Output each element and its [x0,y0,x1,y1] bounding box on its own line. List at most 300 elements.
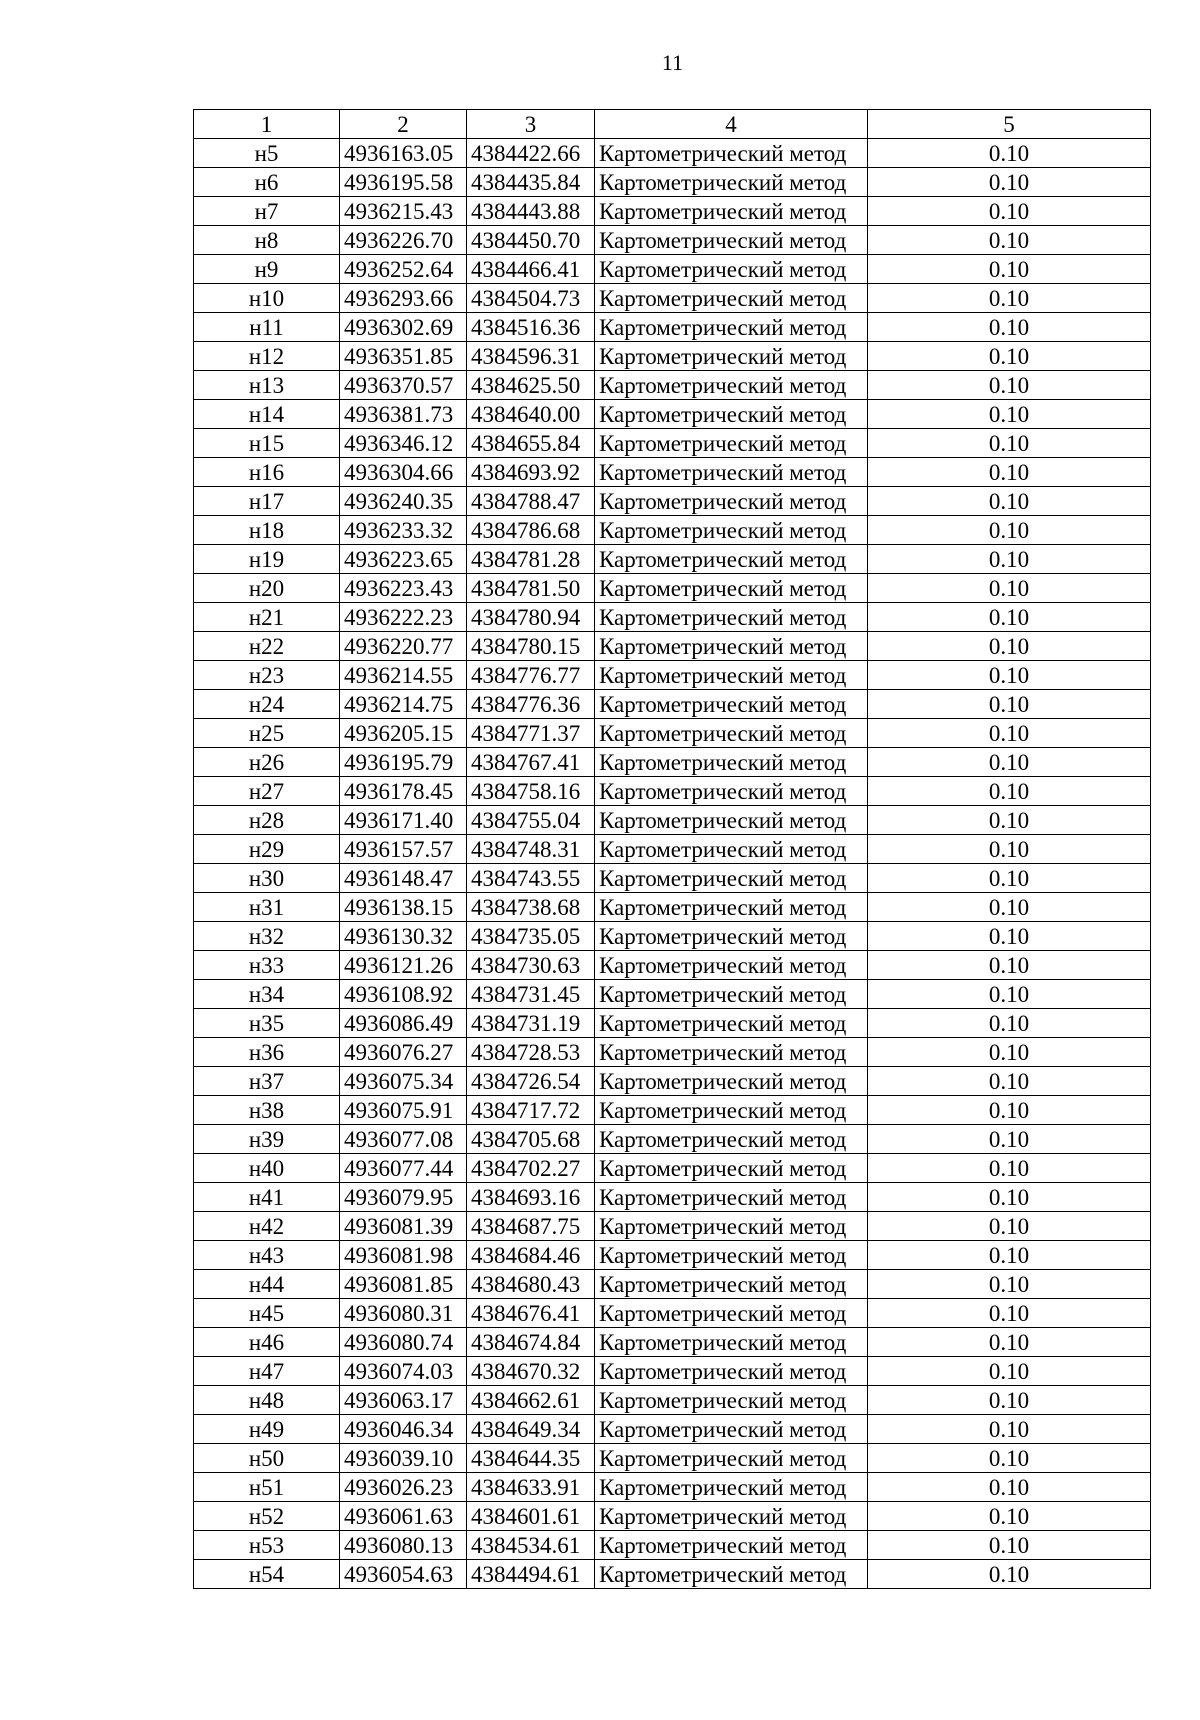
method-cell: Картометрический метод [595,197,868,226]
page-number: 11 [661,50,684,75]
method-cell: Картометрический метод [595,487,868,516]
x-coordinate-cell: 4936079.95 [340,1183,467,1212]
point-name-cell: н22 [194,632,340,661]
y-coordinate-cell: 4384644.35 [467,1444,595,1473]
point-name-cell: н33 [194,951,340,980]
method-cell: Картометрический метод [595,719,868,748]
accuracy-cell: 0.10 [868,864,1151,893]
x-coordinate-cell: 4936215.43 [340,197,467,226]
x-coordinate-cell: 4936046.34 [340,1415,467,1444]
table-row [194,1560,1151,1589]
method-cell: Картометрический метод [595,980,868,1009]
point-name-cell: н38 [194,1096,340,1125]
accuracy-cell: 0.10 [868,661,1151,690]
x-coordinate-cell: 4936252.64 [340,255,467,284]
x-coordinate-cell: 4936121.26 [340,951,467,980]
table-row [194,197,1151,226]
accuracy-cell: 0.10 [868,1357,1151,1386]
method-cell: Картометрический метод [595,1415,868,1444]
table-row [194,922,1151,951]
point-name-cell: н5 [194,139,340,168]
point-name-cell: н42 [194,1212,340,1241]
y-coordinate-cell: 4384680.43 [467,1270,595,1299]
header-col-2: 2 [340,110,467,139]
y-coordinate-cell: 4384702.27 [467,1154,595,1183]
point-name-cell: н28 [194,806,340,835]
table-row [194,777,1151,806]
accuracy-cell: 0.10 [868,1444,1151,1473]
method-cell: Картометрический метод [595,922,868,951]
x-coordinate-cell: 4936077.44 [340,1154,467,1183]
point-name-cell: н13 [194,371,340,400]
method-cell: Картометрический метод [595,1241,868,1270]
method-cell: Картометрический метод [595,632,868,661]
y-coordinate-cell: 4384422.66 [467,139,595,168]
point-name-cell: н39 [194,1125,340,1154]
method-cell: Картометрический метод [595,1357,868,1386]
table-row [194,371,1151,400]
x-coordinate-cell: 4936351.85 [340,342,467,371]
y-coordinate-cell: 4384781.28 [467,545,595,574]
header-col-3: 3 [467,110,595,139]
method-cell: Картометрический метод [595,1154,868,1183]
point-name-cell: н20 [194,574,340,603]
y-coordinate-cell: 4384633.91 [467,1473,595,1502]
y-coordinate-cell: 4384758.16 [467,777,595,806]
point-name-cell: н53 [194,1531,340,1560]
table-row [194,458,1151,487]
y-coordinate-cell: 4384717.72 [467,1096,595,1125]
point-name-cell: н51 [194,1473,340,1502]
table-row [194,1212,1151,1241]
y-coordinate-cell: 4384494.61 [467,1560,595,1589]
x-coordinate-cell: 4936214.55 [340,661,467,690]
method-cell: Картометрический метод [595,1386,868,1415]
y-coordinate-cell: 4384640.00 [467,400,595,429]
table-row [194,429,1151,458]
y-coordinate-cell: 4384735.05 [467,922,595,951]
point-name-cell: н14 [194,400,340,429]
method-cell: Картометрический метод [595,516,868,545]
y-coordinate-cell: 4384662.61 [467,1386,595,1415]
table-row [194,951,1151,980]
table-row [194,1038,1151,1067]
point-name-cell: н11 [194,313,340,342]
y-coordinate-cell: 4384730.63 [467,951,595,980]
table-row [194,661,1151,690]
point-name-cell: н24 [194,690,340,719]
accuracy-cell: 0.10 [868,922,1151,951]
table-row [194,1502,1151,1531]
y-coordinate-cell: 4384748.31 [467,835,595,864]
point-name-cell: н18 [194,516,340,545]
point-name-cell: н52 [194,1502,340,1531]
x-coordinate-cell: 4936080.74 [340,1328,467,1357]
table-row [194,342,1151,371]
accuracy-cell: 0.10 [868,226,1151,255]
method-cell: Картометрический метод [595,806,868,835]
method-cell: Картометрический метод [595,690,868,719]
table-row [194,1241,1151,1270]
method-cell: Картометрический метод [595,574,868,603]
point-name-cell: н21 [194,603,340,632]
accuracy-cell: 0.10 [868,1212,1151,1241]
y-coordinate-cell: 4384450.70 [467,226,595,255]
y-coordinate-cell: 4384693.92 [467,458,595,487]
method-cell: Картометрический метод [595,371,868,400]
table-row [194,603,1151,632]
x-coordinate-cell: 4936222.23 [340,603,467,632]
point-name-cell: н54 [194,1560,340,1589]
method-cell: Картометрический метод [595,429,868,458]
table-row [194,168,1151,197]
table-row [194,1154,1151,1183]
method-cell: Картометрический метод [595,342,868,371]
table-row [194,313,1151,342]
table-row [194,1125,1151,1154]
table-row [194,1386,1151,1415]
method-cell: Картометрический метод [595,1183,868,1212]
method-cell: Картометрический метод [595,864,868,893]
method-cell: Картометрический метод [595,458,868,487]
x-coordinate-cell: 4936054.63 [340,1560,467,1589]
method-cell: Картометрический метод [595,1125,868,1154]
accuracy-cell: 0.10 [868,777,1151,806]
coordinates-table [193,109,1151,1589]
method-cell: Картометрический метод [595,1270,868,1299]
method-cell: Картометрический метод [595,313,868,342]
accuracy-cell: 0.10 [868,1009,1151,1038]
y-coordinate-cell: 4384684.46 [467,1241,595,1270]
accuracy-cell: 0.10 [868,1096,1151,1125]
accuracy-cell: 0.10 [868,835,1151,864]
table-row [194,1531,1151,1560]
method-cell: Картометрический метод [595,226,868,255]
point-name-cell: н34 [194,980,340,1009]
table-row [194,864,1151,893]
accuracy-cell: 0.10 [868,1502,1151,1531]
x-coordinate-cell: 4936214.75 [340,690,467,719]
y-coordinate-cell: 4384625.50 [467,371,595,400]
accuracy-cell: 0.10 [868,1531,1151,1560]
y-coordinate-cell: 4384781.50 [467,574,595,603]
header-col-5: 5 [868,110,1151,139]
accuracy-cell: 0.10 [868,893,1151,922]
accuracy-cell: 0.10 [868,719,1151,748]
method-cell: Картометрический метод [595,1473,868,1502]
method-cell: Картометрический метод [595,777,868,806]
table-row [194,632,1151,661]
point-name-cell: н27 [194,777,340,806]
y-coordinate-cell: 4384780.94 [467,603,595,632]
table-row [194,226,1151,255]
x-coordinate-cell: 4936080.13 [340,1531,467,1560]
y-coordinate-cell: 4384731.19 [467,1009,595,1038]
y-coordinate-cell: 4384728.53 [467,1038,595,1067]
point-name-cell: н44 [194,1270,340,1299]
point-name-cell: н37 [194,1067,340,1096]
table-row [194,1096,1151,1125]
point-name-cell: н19 [194,545,340,574]
accuracy-cell: 0.10 [868,632,1151,661]
y-coordinate-cell: 4384435.84 [467,168,595,197]
point-name-cell: н23 [194,661,340,690]
accuracy-cell: 0.10 [868,284,1151,313]
point-name-cell: н49 [194,1415,340,1444]
method-cell: Картометрический метод [595,748,868,777]
table-row [194,1270,1151,1299]
y-coordinate-cell: 4384676.41 [467,1299,595,1328]
y-coordinate-cell: 4384504.73 [467,284,595,313]
x-coordinate-cell: 4936195.79 [340,748,467,777]
table-row [194,980,1151,1009]
table-row [194,487,1151,516]
x-coordinate-cell: 4936293.66 [340,284,467,313]
table-row [194,1473,1151,1502]
accuracy-cell: 0.10 [868,487,1151,516]
accuracy-cell: 0.10 [868,1154,1151,1183]
x-coordinate-cell: 4936026.23 [340,1473,467,1502]
point-name-cell: н25 [194,719,340,748]
table-row [194,574,1151,603]
x-coordinate-cell: 4936223.43 [340,574,467,603]
table-row [194,806,1151,835]
accuracy-cell: 0.10 [868,342,1151,371]
x-coordinate-cell: 4936039.10 [340,1444,467,1473]
table-row [194,690,1151,719]
x-coordinate-cell: 4936163.05 [340,139,467,168]
accuracy-cell: 0.10 [868,429,1151,458]
table-row [194,400,1151,429]
y-coordinate-cell: 4384655.84 [467,429,595,458]
accuracy-cell: 0.10 [868,748,1151,777]
table-row [194,1415,1151,1444]
y-coordinate-cell: 4384755.04 [467,806,595,835]
y-coordinate-cell: 4384670.32 [467,1357,595,1386]
method-cell: Картометрический метод [595,1502,868,1531]
accuracy-cell: 0.10 [868,1125,1151,1154]
y-coordinate-cell: 4384738.68 [467,893,595,922]
method-cell: Картометрический метод [595,1531,868,1560]
point-name-cell: н8 [194,226,340,255]
y-coordinate-cell: 4384767.41 [467,748,595,777]
x-coordinate-cell: 4936081.85 [340,1270,467,1299]
method-cell: Картометрический метод [595,1444,868,1473]
table-row [194,516,1151,545]
x-coordinate-cell: 4936233.32 [340,516,467,545]
accuracy-cell: 0.10 [868,1473,1151,1502]
method-cell: Картометрический метод [595,1096,868,1125]
x-coordinate-cell: 4936130.32 [340,922,467,951]
y-coordinate-cell: 4384705.68 [467,1125,595,1154]
method-cell: Картометрический метод [595,1038,868,1067]
accuracy-cell: 0.10 [868,400,1151,429]
x-coordinate-cell: 4936240.35 [340,487,467,516]
x-coordinate-cell: 4936081.98 [340,1241,467,1270]
y-coordinate-cell: 4384731.45 [467,980,595,1009]
table-row [194,748,1151,777]
header-col-1: 1 [194,110,340,139]
x-coordinate-cell: 4936205.15 [340,719,467,748]
table-row [194,835,1151,864]
y-coordinate-cell: 4384786.68 [467,516,595,545]
point-name-cell: н46 [194,1328,340,1357]
y-coordinate-cell: 4384601.61 [467,1502,595,1531]
x-coordinate-cell: 4936346.12 [340,429,467,458]
x-coordinate-cell: 4936138.15 [340,893,467,922]
method-cell: Картометрический метод [595,168,868,197]
method-cell: Картометрический метод [595,835,868,864]
accuracy-cell: 0.10 [868,313,1151,342]
point-name-cell: н26 [194,748,340,777]
method-cell: Картометрический метод [595,1560,868,1589]
x-coordinate-cell: 4936226.70 [340,226,467,255]
accuracy-cell: 0.10 [868,980,1151,1009]
y-coordinate-cell: 4384771.37 [467,719,595,748]
method-cell: Картометрический метод [595,1299,868,1328]
x-coordinate-cell: 4936223.65 [340,545,467,574]
y-coordinate-cell: 4384534.61 [467,1531,595,1560]
header-col-4: 4 [595,110,868,139]
accuracy-cell: 0.10 [868,458,1151,487]
table-row [194,1444,1151,1473]
method-cell: Картометрический метод [595,603,868,632]
y-coordinate-cell: 4384780.15 [467,632,595,661]
accuracy-cell: 0.10 [868,1299,1151,1328]
accuracy-cell: 0.10 [868,806,1151,835]
point-name-cell: н16 [194,458,340,487]
y-coordinate-cell: 4384687.75 [467,1212,595,1241]
y-coordinate-cell: 4384743.55 [467,864,595,893]
point-name-cell: н29 [194,835,340,864]
accuracy-cell: 0.10 [868,951,1151,980]
table-row [194,284,1151,313]
x-coordinate-cell: 4936077.08 [340,1125,467,1154]
point-name-cell: н43 [194,1241,340,1270]
y-coordinate-cell: 4384466.41 [467,255,595,284]
table-row [194,545,1151,574]
x-coordinate-cell: 4936081.39 [340,1212,467,1241]
x-coordinate-cell: 4936178.45 [340,777,467,806]
table-body [194,139,1151,1589]
accuracy-cell: 0.10 [868,516,1151,545]
accuracy-cell: 0.10 [868,168,1151,197]
x-coordinate-cell: 4936171.40 [340,806,467,835]
accuracy-cell: 0.10 [868,255,1151,284]
method-cell: Картометрический метод [595,545,868,574]
accuracy-cell: 0.10 [868,139,1151,168]
x-coordinate-cell: 4936074.03 [340,1357,467,1386]
x-coordinate-cell: 4936302.69 [340,313,467,342]
table-row [194,1357,1151,1386]
y-coordinate-cell: 4384516.36 [467,313,595,342]
accuracy-cell: 0.10 [868,1270,1151,1299]
method-cell: Картометрический метод [595,255,868,284]
accuracy-cell: 0.10 [868,1241,1151,1270]
x-coordinate-cell: 4936061.63 [340,1502,467,1531]
accuracy-cell: 0.10 [868,690,1151,719]
x-coordinate-cell: 4936157.57 [340,835,467,864]
y-coordinate-cell: 4384596.31 [467,342,595,371]
point-name-cell: н9 [194,255,340,284]
point-name-cell: н7 [194,197,340,226]
x-coordinate-cell: 4936063.17 [340,1386,467,1415]
point-name-cell: н10 [194,284,340,313]
point-name-cell: н48 [194,1386,340,1415]
x-coordinate-cell: 4936108.92 [340,980,467,1009]
y-coordinate-cell: 4384443.88 [467,197,595,226]
point-name-cell: н31 [194,893,340,922]
point-name-cell: н12 [194,342,340,371]
accuracy-cell: 0.10 [868,1067,1151,1096]
y-coordinate-cell: 4384693.16 [467,1183,595,1212]
point-name-cell: н41 [194,1183,340,1212]
x-coordinate-cell: 4936086.49 [340,1009,467,1038]
point-name-cell: н50 [194,1444,340,1473]
method-cell: Картометрический метод [595,400,868,429]
table-row [194,139,1151,168]
method-cell: Картометрический метод [595,1009,868,1038]
y-coordinate-cell: 4384674.84 [467,1328,595,1357]
accuracy-cell: 0.10 [868,1415,1151,1444]
point-name-cell: н17 [194,487,340,516]
table-header-row [194,110,1151,139]
point-name-cell: н15 [194,429,340,458]
accuracy-cell: 0.10 [868,574,1151,603]
x-coordinate-cell: 4936148.47 [340,864,467,893]
method-cell: Картометрический метод [595,1067,868,1096]
x-coordinate-cell: 4936220.77 [340,632,467,661]
accuracy-cell: 0.10 [868,1038,1151,1067]
table-row [194,1328,1151,1357]
method-cell: Картометрический метод [595,139,868,168]
table-row [194,719,1151,748]
table-row [194,1183,1151,1212]
x-coordinate-cell: 4936381.73 [340,400,467,429]
x-coordinate-cell: 4936075.91 [340,1096,467,1125]
method-cell: Картометрический метод [595,661,868,690]
y-coordinate-cell: 4384649.34 [467,1415,595,1444]
x-coordinate-cell: 4936370.57 [340,371,467,400]
accuracy-cell: 0.10 [868,371,1151,400]
method-cell: Картометрический метод [595,1328,868,1357]
table-row [194,1009,1151,1038]
method-cell: Картометрический метод [595,951,868,980]
table-row [194,1067,1151,1096]
accuracy-cell: 0.10 [868,1560,1151,1589]
accuracy-cell: 0.10 [868,197,1151,226]
point-name-cell: н36 [194,1038,340,1067]
point-name-cell: н32 [194,922,340,951]
point-name-cell: н40 [194,1154,340,1183]
y-coordinate-cell: 4384776.77 [467,661,595,690]
x-coordinate-cell: 4936080.31 [340,1299,467,1328]
x-coordinate-cell: 4936195.58 [340,168,467,197]
table-row [194,1299,1151,1328]
point-name-cell: н47 [194,1357,340,1386]
x-coordinate-cell: 4936075.34 [340,1067,467,1096]
x-coordinate-cell: 4936304.66 [340,458,467,487]
method-cell: Картометрический метод [595,893,868,922]
accuracy-cell: 0.10 [868,1328,1151,1357]
x-coordinate-cell: 4936076.27 [340,1038,467,1067]
y-coordinate-cell: 4384726.54 [467,1067,595,1096]
y-coordinate-cell: 4384788.47 [467,487,595,516]
y-coordinate-cell: 4384776.36 [467,690,595,719]
accuracy-cell: 0.10 [868,545,1151,574]
point-name-cell: н6 [194,168,340,197]
table-row [194,893,1151,922]
